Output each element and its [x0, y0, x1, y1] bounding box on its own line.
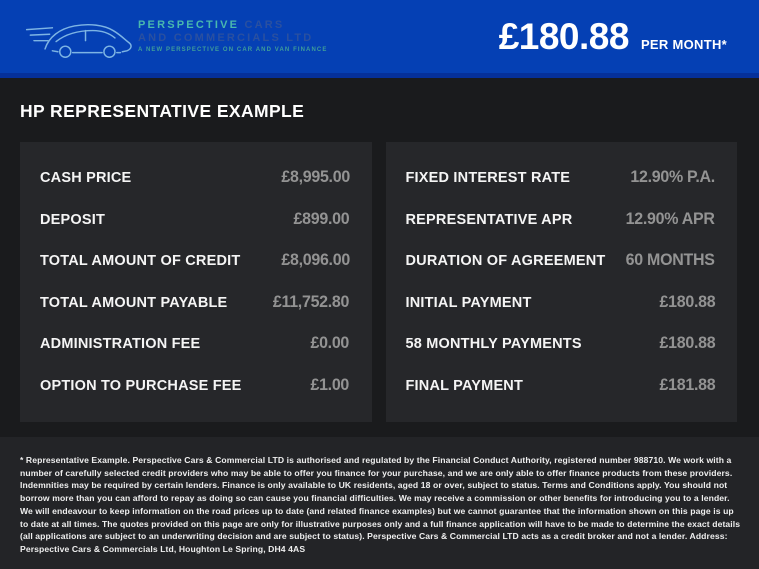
- monthly-price-suffix: PER MONTH*: [640, 36, 727, 52]
- row-label: CASH PRICE: [40, 170, 132, 186]
- footer-disclaimer-section: [0, 437, 759, 569]
- finance-panels: [20, 142, 737, 422]
- finance-panel-right: [386, 142, 738, 422]
- row-label: DEPOSIT: [40, 211, 106, 228]
- table-row: [40, 209, 350, 251]
- brand-tagline: A NEW PERSPECTIVE ON CAR AND VAN FINANCE: [138, 47, 328, 54]
- header-bar: [0, 0, 759, 78]
- brand-name-line1: [138, 19, 327, 32]
- row-value: £0.00: [310, 333, 350, 352]
- brand-name-primary: PERSPECTIVE: [138, 18, 240, 31]
- brand-text: [138, 19, 327, 54]
- finance-example-section: [0, 78, 759, 437]
- row-label: FINAL PAYMENT: [405, 377, 524, 394]
- row-value: £8,995.00: [280, 167, 350, 186]
- brand-logo[interactable]: [24, 14, 327, 60]
- row-value: £11,752.80: [273, 291, 350, 311]
- row-label: TOTAL AMOUNT OF CREDIT: [40, 253, 241, 269]
- row-value: 12.90% P.A.: [630, 167, 715, 186]
- disclaimer-text: * Representative Example. Perspective Cars & Commercial LTD is authorised and regulated by the Financial Conduct Authority, registered number 988710. We work with a number of carefully selected credit providers who may be able to offer you finance for your purchase, and we are only able to offer finance products from these providers. Indemnities may be required by certain lenders. Finance is only available to UK residents, aged 18 or over, subject to status. Terms and Conditions apply. You should not borrow more than you can afford to repay as doing so can cause you financial difficulties. We may receive a commission or other benefits for introducing you to a lender. We will endeavour to keep information on the road prices up to date (and related finance examples) but we cannot guarantee that the information shown on this page is up to date at all times. The quotes provided on this page are only for illustrative purposes only and a full finance application will have to be made to determine the exact details (all applications are subject to an underwriting decision and are subject to status). Perspective Cars & Commercial LTD acts as a credit broker and not a lender. Address: Perspective Cars & Commercials Ltd, Houghton Le Spring, DH4 4AS: [20, 455, 741, 555]
- row-value: £180.88: [659, 333, 715, 352]
- table-row: [406, 333, 716, 375]
- table-row: [406, 292, 716, 334]
- row-value: £1.00: [310, 374, 350, 394]
- table-row: [40, 250, 350, 292]
- table-row: [406, 250, 716, 292]
- row-value: £899.00: [293, 208, 350, 228]
- finance-panel-left: [20, 142, 372, 422]
- row-value: 12.90% APR: [626, 208, 715, 228]
- table-row: [40, 167, 350, 209]
- table-row: [40, 292, 350, 334]
- row-label: OPTION TO PURCHASE FEE: [40, 377, 242, 394]
- row-label: FIXED INTEREST RATE: [405, 170, 571, 186]
- row-label: INITIAL PAYMENT: [405, 294, 532, 311]
- table-row: [406, 167, 716, 209]
- brand-name-secondary: CARS: [244, 18, 285, 31]
- table-row: [40, 333, 350, 375]
- table-row: [40, 375, 350, 417]
- table-row: [406, 209, 716, 251]
- monthly-price-amount: £180.88: [498, 15, 629, 57]
- brand-name-line2: AND COMMERCIALS LTD: [138, 31, 314, 44]
- car-logo-icon: [24, 14, 136, 60]
- row-value: £180.88: [659, 291, 715, 311]
- table-row: [406, 375, 716, 417]
- row-label: 58 MONTHLY PAYMENTS: [405, 336, 582, 352]
- row-label: TOTAL AMOUNT PAYABLE: [40, 294, 228, 311]
- monthly-price: [499, 16, 727, 58]
- row-value: 60 MONTHS: [626, 250, 715, 269]
- row-label: ADMINISTRATION FEE: [40, 336, 201, 352]
- page-title: HP REPRESENTATIVE EXAMPLE: [20, 101, 305, 121]
- row-value: £8,096.00: [280, 250, 350, 269]
- row-label: REPRESENTATIVE APR: [405, 211, 573, 228]
- row-label: DURATION OF AGREEMENT: [405, 253, 606, 269]
- row-value: £181.88: [659, 374, 715, 394]
